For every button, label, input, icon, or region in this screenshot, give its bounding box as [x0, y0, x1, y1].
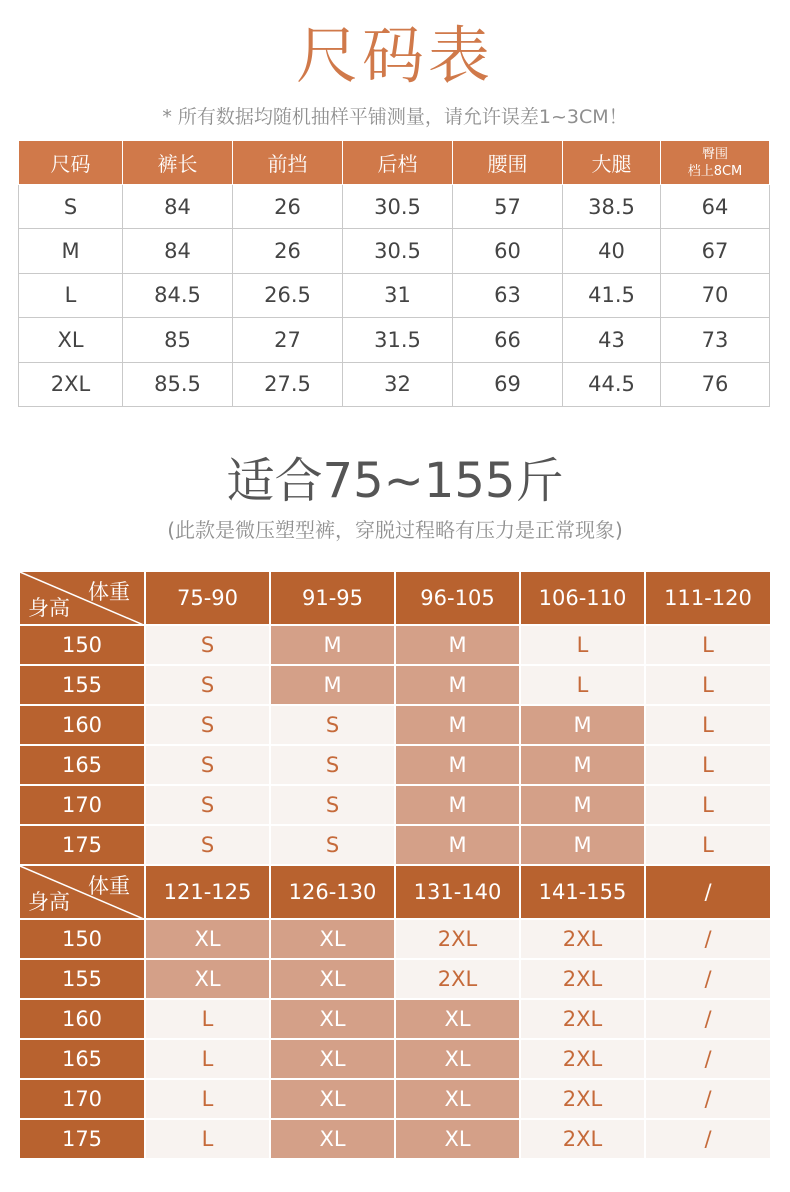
- size-recommendation-cell: /: [645, 1039, 771, 1079]
- size-recommendation-cell-highlighted: XL: [270, 999, 395, 1039]
- height-label: 150: [19, 919, 145, 959]
- size-recommendation-cell: S: [145, 665, 270, 705]
- fit-row: [19, 625, 771, 665]
- size-value-cell: 60: [453, 229, 563, 273]
- size-recommendation-cell-highlighted: M: [395, 785, 520, 825]
- size-recommendation-cell-highlighted: XL: [145, 959, 270, 999]
- size-value-cell: 31: [343, 273, 453, 317]
- size-recommendation-cell-highlighted: M: [395, 705, 520, 745]
- size-recommendation-cell: L: [145, 1079, 270, 1119]
- size-recommendation-cell: L: [520, 625, 645, 665]
- fit-note: (此款是微压塑型裤，穿脱过程略有压力是正常现象): [167, 518, 623, 542]
- size-recommendation-cell: S: [145, 625, 270, 665]
- size-value-cell: 64: [661, 185, 770, 229]
- weight-range-header: 91-95: [270, 571, 395, 625]
- size-label-cell: S: [19, 185, 123, 229]
- size-value-cell: 27.5: [233, 362, 343, 406]
- fit-row: [19, 825, 771, 865]
- corner-header: [19, 571, 145, 625]
- size-value-cell: 32: [343, 362, 453, 406]
- size-value-cell: 84: [123, 229, 233, 273]
- corner-height-label: 身高: [28, 596, 70, 620]
- weight-range-header: 131-140: [395, 865, 520, 919]
- size-recommendation-cell-highlighted: M: [395, 665, 520, 705]
- size-recommendation-cell-highlighted: XL: [395, 999, 520, 1039]
- header-length: 裤长: [123, 141, 233, 185]
- size-recommendation-cell: L: [645, 705, 771, 745]
- size-value-cell: 67: [661, 229, 770, 273]
- header-front-rise: 前挡: [233, 141, 343, 185]
- header-back-rise: 后档: [343, 141, 453, 185]
- size-recommendation-cell: S: [145, 825, 270, 865]
- height-label: 170: [19, 785, 145, 825]
- size-value-cell: 66: [453, 318, 563, 362]
- size-row: [19, 229, 770, 273]
- header-hip: [661, 141, 770, 185]
- size-recommendation-cell: S: [270, 705, 395, 745]
- size-recommendation-cell-highlighted: M: [395, 825, 520, 865]
- size-value-cell: 57: [453, 185, 563, 229]
- fit-row: [19, 705, 771, 745]
- size-value-cell: 40: [563, 229, 661, 273]
- size-recommendation-cell: 2XL: [395, 919, 520, 959]
- size-value-cell: 43: [563, 318, 661, 362]
- size-value-cell: 30.5: [343, 185, 453, 229]
- size-recommendation-cell-highlighted: M: [270, 625, 395, 665]
- size-recommendation-cell-highlighted: XL: [395, 1039, 520, 1079]
- size-recommendation-cell: L: [645, 625, 771, 665]
- size-recommendation-cell: 2XL: [520, 959, 645, 999]
- fit-header-row: [19, 865, 771, 919]
- fit-row: [19, 785, 771, 825]
- size-value-cell: 27: [233, 318, 343, 362]
- size-label-cell: XL: [19, 318, 123, 362]
- size-value-cell: 70: [661, 273, 770, 317]
- size-value-cell: 41.5: [563, 273, 661, 317]
- size-recommendation-cell: 2XL: [395, 959, 520, 999]
- size-recommendation-cell-highlighted: XL: [270, 959, 395, 999]
- size-recommendation-cell: /: [645, 1079, 771, 1119]
- size-label-cell: M: [19, 229, 123, 273]
- weight-range-header: 106-110: [520, 571, 645, 625]
- size-recommendation-cell-highlighted: XL: [395, 1079, 520, 1119]
- weight-range-header: 121-125: [145, 865, 270, 919]
- fit-chart-table: [18, 570, 772, 1160]
- size-row: [19, 185, 770, 229]
- weight-range-header: 111-120: [645, 571, 771, 625]
- size-value-cell: 31.5: [343, 318, 453, 362]
- fit-row: [19, 1119, 771, 1159]
- size-recommendation-cell-highlighted: XL: [270, 1119, 395, 1159]
- header-hip-line1: 臀围: [701, 146, 728, 162]
- fit-row: [19, 1039, 771, 1079]
- height-label: 175: [19, 825, 145, 865]
- size-value-cell: 26: [233, 185, 343, 229]
- header-size: 尺码: [19, 141, 123, 185]
- size-recommendation-cell: L: [645, 665, 771, 705]
- size-recommendation-cell: /: [645, 1119, 771, 1159]
- size-value-cell: 26.5: [233, 273, 343, 317]
- corner-height-label: 身高: [28, 890, 70, 914]
- height-label: 175: [19, 1119, 145, 1159]
- size-recommendation-cell: S: [145, 705, 270, 745]
- fit-row: [19, 959, 771, 999]
- header-thigh: 大腿: [563, 141, 661, 185]
- size-value-cell: 73: [661, 318, 770, 362]
- height-label: 165: [19, 745, 145, 785]
- size-recommendation-cell: 2XL: [520, 919, 645, 959]
- size-recommendation-cell-highlighted: M: [395, 625, 520, 665]
- height-label: 155: [19, 959, 145, 999]
- size-label-cell: L: [19, 273, 123, 317]
- size-recommendation-cell: 2XL: [520, 1079, 645, 1119]
- size-chart-header-row: [19, 141, 770, 185]
- size-recommendation-cell-highlighted: M: [270, 665, 395, 705]
- header-hip-line2: 档上8CM: [687, 163, 743, 179]
- size-recommendation-cell-highlighted: M: [520, 705, 645, 745]
- height-label: 155: [19, 665, 145, 705]
- fit-title: 适合75~155斤: [226, 453, 564, 509]
- height-label: 160: [19, 705, 145, 745]
- size-chart-table: [18, 140, 770, 407]
- size-recommendation-cell: S: [145, 745, 270, 785]
- size-recommendation-cell: 2XL: [520, 1039, 645, 1079]
- size-value-cell: 84.5: [123, 273, 233, 317]
- weight-range-header: 126-130: [270, 865, 395, 919]
- size-recommendation-cell-highlighted: XL: [270, 1039, 395, 1079]
- size-recommendation-cell: /: [645, 959, 771, 999]
- size-value-cell: 69: [453, 362, 563, 406]
- size-recommendation-cell: /: [645, 999, 771, 1039]
- corner-weight-label: 体重: [88, 874, 130, 898]
- weight-range-header: /: [645, 865, 771, 919]
- size-recommendation-cell: S: [270, 745, 395, 785]
- corner-header: [19, 865, 145, 919]
- fit-row: [19, 999, 771, 1039]
- size-value-cell: 63: [453, 273, 563, 317]
- size-recommendation-cell-highlighted: XL: [395, 1119, 520, 1159]
- height-label: 170: [19, 1079, 145, 1119]
- size-recommendation-cell: L: [145, 1119, 270, 1159]
- size-value-cell: 84: [123, 185, 233, 229]
- size-recommendation-cell: S: [270, 825, 395, 865]
- size-value-cell: 85: [123, 318, 233, 362]
- size-value-cell: 85.5: [123, 362, 233, 406]
- size-recommendation-cell-highlighted: M: [520, 745, 645, 785]
- size-recommendation-cell-highlighted: M: [520, 785, 645, 825]
- size-value-cell: 30.5: [343, 229, 453, 273]
- height-label: 165: [19, 1039, 145, 1079]
- fit-row: [19, 745, 771, 785]
- size-recommendation-cell: S: [270, 785, 395, 825]
- size-value-cell: 38.5: [563, 185, 661, 229]
- size-recommendation-cell: L: [645, 825, 771, 865]
- size-recommendation-cell-highlighted: M: [395, 745, 520, 785]
- fit-row: [19, 1079, 771, 1119]
- height-label: 150: [19, 625, 145, 665]
- header-waist: 腰围: [453, 141, 563, 185]
- size-row: [19, 318, 770, 362]
- page-title: 尺码表: [295, 19, 494, 92]
- size-value-cell: 76: [661, 362, 770, 406]
- size-value-cell: 44.5: [563, 362, 661, 406]
- size-recommendation-cell-highlighted: XL: [145, 919, 270, 959]
- size-recommendation-cell: L: [645, 745, 771, 785]
- height-label: 160: [19, 999, 145, 1039]
- size-recommendation-cell-highlighted: XL: [270, 919, 395, 959]
- weight-range-header: 96-105: [395, 571, 520, 625]
- fit-header-row: [19, 571, 771, 625]
- size-recommendation-cell: L: [520, 665, 645, 705]
- size-recommendation-cell: L: [145, 999, 270, 1039]
- fit-row: [19, 919, 771, 959]
- size-recommendation-cell: 2XL: [520, 999, 645, 1039]
- size-row: [19, 273, 770, 317]
- size-label-cell: 2XL: [19, 362, 123, 406]
- size-recommendation-cell-highlighted: M: [520, 825, 645, 865]
- weight-range-header: 141-155: [520, 865, 645, 919]
- fit-row: [19, 665, 771, 705]
- size-recommendation-cell: L: [145, 1039, 270, 1079]
- measurement-note: * 所有数据均随机抽样平铺测量，请允许误差1~3CM！: [162, 106, 628, 128]
- size-value-cell: 26: [233, 229, 343, 273]
- size-recommendation-cell: 2XL: [520, 1119, 645, 1159]
- corner-weight-label: 体重: [88, 580, 130, 604]
- size-recommendation-cell: S: [145, 785, 270, 825]
- size-recommendation-cell: /: [645, 919, 771, 959]
- weight-range-header: 75-90: [145, 571, 270, 625]
- size-recommendation-cell: L: [645, 785, 771, 825]
- size-row: [19, 362, 770, 406]
- size-recommendation-cell-highlighted: XL: [270, 1079, 395, 1119]
